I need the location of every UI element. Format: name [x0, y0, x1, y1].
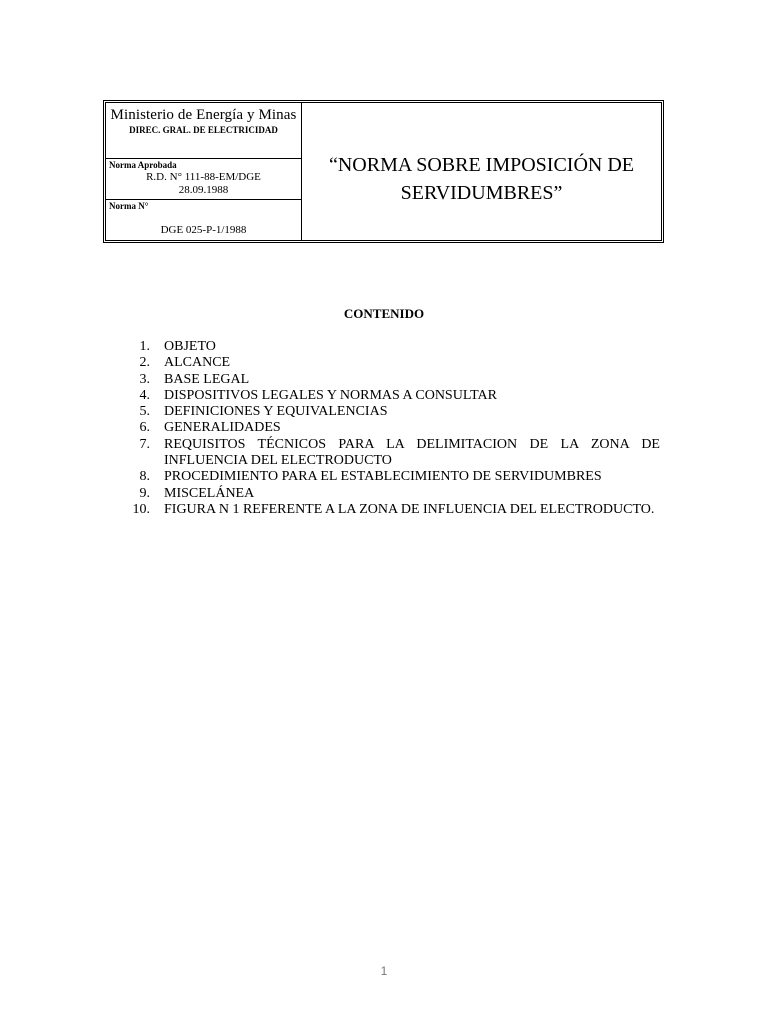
- toc-item-alcance: [124, 355, 660, 371]
- ministry-name: Ministerio de Energía y Minas: [110, 107, 297, 123]
- direction-name: DIREC. GRAL. DE ELECTRICIDAD: [129, 125, 278, 135]
- toc-item-text: FIGURA N 1 REFERENTE A LA ZONA DE INFLUENCIA DEL ELECTRODUCTO.: [164, 501, 655, 517]
- toc-item-objeto: [124, 339, 660, 355]
- toc-item-text: DEFINICIONES Y EQUIVALENCIAS: [164, 404, 388, 420]
- toc-item-number: 2.: [139, 355, 150, 371]
- toc-item-figura: [124, 502, 660, 518]
- toc-item-definiciones: [124, 404, 660, 420]
- toc-item-procedimiento: [124, 469, 660, 485]
- norma-code: DGE 025-P-1/1988: [160, 224, 247, 236]
- page-number: 1: [380, 964, 388, 978]
- document-title-line2: SERVIDUMBRES”: [400, 182, 563, 204]
- toc-item-text: PROCEDIMIENTO PARA EL ESTABLECIMIENTO DE SERVIDUMBRES: [164, 469, 602, 485]
- norma-aprobada-label: Norma Aprobada: [109, 160, 177, 170]
- resolution-number: R.D. N° 111-88-EM/DGE: [146, 171, 261, 183]
- resolution-date: 28.09.1988: [178, 184, 229, 196]
- document-title-line1: “NORMA SOBRE IMPOSICIÓN DE: [328, 154, 635, 176]
- toc-item-text: MISCELÁNEA: [164, 485, 255, 501]
- toc-item-generalidades: [124, 420, 660, 436]
- toc-item-miscelanea: [124, 486, 660, 502]
- toc-item-number: 9.: [139, 485, 150, 501]
- table-of-contents: [124, 339, 660, 518]
- toc-item-base-legal: [124, 372, 660, 388]
- toc-item-text: ALCANCE: [164, 355, 231, 371]
- toc-item-text: OBJETO: [164, 339, 216, 354]
- toc-item-number: 1.: [139, 339, 150, 354]
- toc-item-number: 10.: [132, 501, 150, 517]
- toc-item-requisitos-tecnicos: [124, 437, 660, 470]
- toc-item-number: 6.: [139, 420, 150, 436]
- toc-item-text: REQUISITOS TÉCNICOS PARA LA DELIMITACION DE LA ZONA DE INFLUENCIA DEL ELECTRODUCTO: [164, 436, 660, 469]
- document-title: [302, 151, 661, 207]
- toc-item-number: 7.: [139, 436, 150, 452]
- toc-item-text: BASE LEGAL: [164, 371, 250, 387]
- toc-item-number: 8.: [139, 469, 150, 485]
- divider: [106, 199, 301, 200]
- toc-item-text: DISPOSITIVOS LEGALES Y NORMAS A CONSULTAR: [164, 387, 497, 403]
- header-right-column: [302, 103, 661, 240]
- contents-heading: CONTENIDO: [343, 306, 425, 321]
- toc-item-number: 5.: [139, 404, 150, 420]
- header-left-column: [106, 103, 302, 240]
- toc-item-number: 3.: [139, 371, 150, 387]
- divider: [106, 158, 301, 159]
- toc-item-text: GENERALIDADES: [164, 420, 281, 436]
- norma-number-label: Norma N°: [109, 201, 149, 211]
- toc-item-number: 4.: [139, 387, 150, 403]
- toc-item-dispositivos-legales: [124, 388, 660, 404]
- header-box: [103, 100, 664, 243]
